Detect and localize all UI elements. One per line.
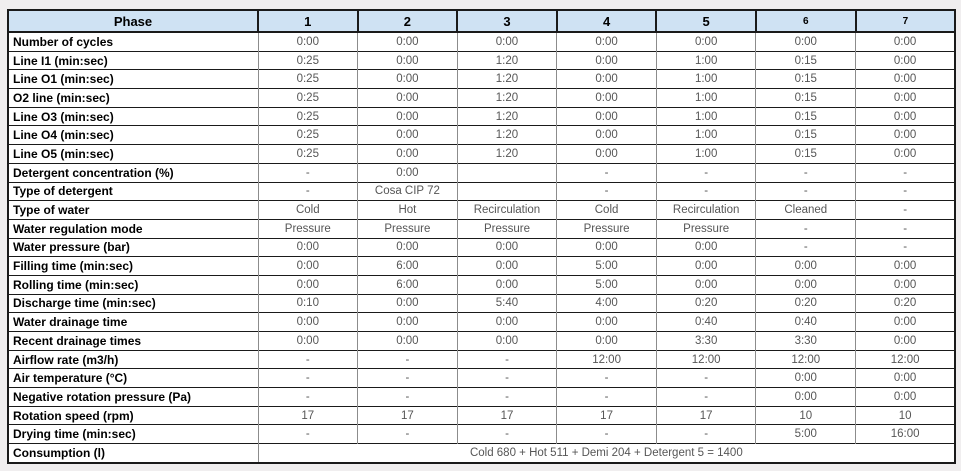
value-cell: 0:00 bbox=[358, 313, 458, 332]
value-cell bbox=[457, 182, 557, 201]
value-cell: - bbox=[856, 201, 956, 220]
consumption-row-label: Consumption (l) bbox=[8, 444, 258, 463]
row-label: Discharge time (min:sec) bbox=[8, 294, 258, 313]
value-cell: - bbox=[756, 238, 856, 257]
value-cell: 5:40 bbox=[457, 294, 557, 313]
value-cell: 0:00 bbox=[457, 275, 557, 294]
value-cell: - bbox=[457, 369, 557, 388]
value-cell: 0:00 bbox=[856, 332, 956, 351]
table-row bbox=[8, 107, 955, 126]
value-cell: 0:00 bbox=[258, 332, 358, 351]
value-cell: 0:00 bbox=[358, 163, 458, 182]
value-cell: 0:00 bbox=[557, 332, 657, 351]
table-row bbox=[8, 51, 955, 70]
value-cell: - bbox=[856, 182, 956, 201]
row-label: Negative rotation pressure (Pa) bbox=[8, 388, 258, 407]
value-cell: 1:00 bbox=[656, 89, 756, 108]
value-cell: 0:00 bbox=[856, 275, 956, 294]
table-row bbox=[8, 388, 955, 407]
value-cell: 0:00 bbox=[756, 32, 856, 51]
value-cell: 1:20 bbox=[457, 89, 557, 108]
value-cell: 0:00 bbox=[656, 275, 756, 294]
table-row bbox=[8, 32, 955, 51]
value-cell: 0:00 bbox=[457, 257, 557, 276]
table-row bbox=[8, 275, 955, 294]
value-cell: 4:00 bbox=[557, 294, 657, 313]
value-cell: 0:00 bbox=[457, 332, 557, 351]
value-cell: 5:00 bbox=[557, 275, 657, 294]
value-cell: - bbox=[358, 350, 458, 369]
value-cell: 0:00 bbox=[756, 275, 856, 294]
value-cell: 0:00 bbox=[856, 32, 956, 51]
value-cell: - bbox=[856, 219, 956, 238]
phase-header-cell: Phase bbox=[8, 10, 258, 32]
value-cell: 12:00 bbox=[557, 350, 657, 369]
table-row bbox=[8, 406, 955, 425]
value-cell: 0:00 bbox=[358, 145, 458, 164]
value-cell: - bbox=[358, 388, 458, 407]
value-cell: 3:30 bbox=[656, 332, 756, 351]
row-label: Air temperature (°C) bbox=[8, 369, 258, 388]
value-cell: 17 bbox=[656, 406, 756, 425]
value-cell: 0:00 bbox=[856, 257, 956, 276]
value-cell: 0:20 bbox=[656, 294, 756, 313]
value-cell: 0:40 bbox=[656, 313, 756, 332]
phase-table bbox=[7, 9, 956, 464]
value-cell: 17 bbox=[457, 406, 557, 425]
value-cell: 0:00 bbox=[656, 238, 756, 257]
value-cell: 1:20 bbox=[457, 51, 557, 70]
table-row bbox=[8, 126, 955, 145]
value-cell: 0:00 bbox=[856, 107, 956, 126]
row-label: Rolling time (min:sec) bbox=[8, 275, 258, 294]
value-cell: 0:00 bbox=[557, 51, 657, 70]
value-cell: 0:00 bbox=[358, 51, 458, 70]
row-label: Rotation speed (rpm) bbox=[8, 406, 258, 425]
value-cell: - bbox=[656, 388, 756, 407]
table-row bbox=[8, 332, 955, 351]
value-cell: 6:00 bbox=[358, 257, 458, 276]
value-cell: - bbox=[358, 369, 458, 388]
table-row bbox=[8, 89, 955, 108]
value-cell: 0:00 bbox=[358, 126, 458, 145]
value-cell: 0:00 bbox=[557, 145, 657, 164]
value-cell: 17 bbox=[557, 406, 657, 425]
value-cell: 0:00 bbox=[358, 332, 458, 351]
row-label: O2 line (min:sec) bbox=[8, 89, 258, 108]
value-cell: 0:00 bbox=[557, 313, 657, 332]
value-cell: 0:00 bbox=[258, 32, 358, 51]
value-cell: 0:15 bbox=[756, 107, 856, 126]
value-cell: - bbox=[656, 163, 756, 182]
value-cell: - bbox=[756, 182, 856, 201]
table-row bbox=[8, 238, 955, 257]
value-cell: 5:00 bbox=[557, 257, 657, 276]
value-cell: 0:00 bbox=[358, 70, 458, 89]
table-row bbox=[8, 70, 955, 89]
value-cell: - bbox=[656, 369, 756, 388]
row-label: Water pressure (bar) bbox=[8, 238, 258, 257]
value-cell: 0:15 bbox=[756, 89, 856, 108]
value-cell: - bbox=[258, 425, 358, 444]
phase-number-header: 3 bbox=[457, 10, 557, 32]
row-label: Water regulation mode bbox=[8, 219, 258, 238]
value-cell: 10 bbox=[856, 406, 956, 425]
value-cell: 0:25 bbox=[258, 145, 358, 164]
phase-number-header: 7 bbox=[856, 10, 956, 32]
value-cell: 0:00 bbox=[557, 32, 657, 51]
value-cell: Pressure bbox=[457, 219, 557, 238]
row-label: Line O3 (min:sec) bbox=[8, 107, 258, 126]
value-cell: 16:00 bbox=[856, 425, 956, 444]
value-cell: 0:00 bbox=[557, 126, 657, 145]
row-label: Detergent concentration (%) bbox=[8, 163, 258, 182]
value-cell: 0:15 bbox=[756, 51, 856, 70]
value-cell: 0:25 bbox=[258, 89, 358, 108]
value-cell: 0:00 bbox=[457, 32, 557, 51]
value-cell: Recirculation bbox=[656, 201, 756, 220]
value-cell: 17 bbox=[258, 406, 358, 425]
value-cell: 12:00 bbox=[756, 350, 856, 369]
table-row bbox=[8, 425, 955, 444]
table-row bbox=[8, 163, 955, 182]
value-cell: 1:20 bbox=[457, 126, 557, 145]
row-label: Filling time (min:sec) bbox=[8, 257, 258, 276]
phase-number-header: 2 bbox=[358, 10, 458, 32]
value-cell: - bbox=[258, 388, 358, 407]
value-cell: 1:20 bbox=[457, 70, 557, 89]
value-cell: - bbox=[258, 163, 358, 182]
header-row bbox=[8, 10, 955, 32]
value-cell: - bbox=[557, 369, 657, 388]
value-cell: 0:00 bbox=[258, 275, 358, 294]
row-label: Recent drainage times bbox=[8, 332, 258, 351]
value-cell: Pressure bbox=[656, 219, 756, 238]
value-cell: 12:00 bbox=[856, 350, 956, 369]
row-label: Line O5 (min:sec) bbox=[8, 145, 258, 164]
row-label: Airflow rate (m3/h) bbox=[8, 350, 258, 369]
value-cell: Cleaned bbox=[756, 201, 856, 220]
value-cell: Hot bbox=[358, 201, 458, 220]
value-cell: - bbox=[258, 369, 358, 388]
table-row bbox=[8, 369, 955, 388]
value-cell: - bbox=[457, 350, 557, 369]
value-cell: 0:00 bbox=[258, 238, 358, 257]
table-row bbox=[8, 201, 955, 220]
value-cell: 5:00 bbox=[756, 425, 856, 444]
value-cell bbox=[457, 163, 557, 182]
phase-number-header: 1 bbox=[258, 10, 358, 32]
value-cell: Pressure bbox=[358, 219, 458, 238]
value-cell: 0:00 bbox=[358, 294, 458, 313]
value-cell: 0:25 bbox=[258, 126, 358, 145]
table-row bbox=[8, 145, 955, 164]
table-row bbox=[8, 219, 955, 238]
value-cell: 0:20 bbox=[756, 294, 856, 313]
value-cell: 0:00 bbox=[358, 238, 458, 257]
row-label: Line I1 (min:sec) bbox=[8, 51, 258, 70]
value-cell: 0:00 bbox=[856, 89, 956, 108]
value-cell: 0:15 bbox=[756, 70, 856, 89]
value-cell: 0:00 bbox=[258, 257, 358, 276]
value-cell: 0:00 bbox=[457, 238, 557, 257]
value-cell: 1:00 bbox=[656, 70, 756, 89]
value-cell: 1:00 bbox=[656, 51, 756, 70]
value-cell: 0:00 bbox=[856, 70, 956, 89]
value-cell: 0:00 bbox=[856, 145, 956, 164]
table-row bbox=[8, 182, 955, 201]
value-cell: 0:25 bbox=[258, 70, 358, 89]
value-cell: 17 bbox=[358, 406, 458, 425]
value-cell: 1:00 bbox=[656, 126, 756, 145]
row-label: Line O1 (min:sec) bbox=[8, 70, 258, 89]
value-cell: - bbox=[258, 182, 358, 201]
table-row bbox=[8, 257, 955, 276]
value-cell: - bbox=[457, 425, 557, 444]
value-cell: - bbox=[557, 182, 657, 201]
value-cell: 0:00 bbox=[557, 238, 657, 257]
value-cell: - bbox=[457, 388, 557, 407]
table-row bbox=[8, 313, 955, 332]
phase-number-header: 4 bbox=[557, 10, 657, 32]
value-cell: Cosa CIP 72 bbox=[358, 182, 458, 201]
value-cell: - bbox=[656, 425, 756, 444]
value-cell: 0:00 bbox=[856, 369, 956, 388]
value-cell: 0:00 bbox=[457, 313, 557, 332]
phase-number-header: 6 bbox=[756, 10, 856, 32]
value-cell: 1:00 bbox=[656, 107, 756, 126]
value-cell: Pressure bbox=[258, 219, 358, 238]
value-cell: 12:00 bbox=[656, 350, 756, 369]
value-cell: 0:00 bbox=[557, 89, 657, 108]
row-label: Type of detergent bbox=[8, 182, 258, 201]
value-cell: 0:00 bbox=[756, 257, 856, 276]
phase-number-header: 5 bbox=[656, 10, 756, 32]
value-cell: 0:15 bbox=[756, 126, 856, 145]
value-cell: 1:00 bbox=[656, 145, 756, 164]
value-cell: 1:20 bbox=[457, 107, 557, 126]
value-cell: - bbox=[756, 219, 856, 238]
value-cell: 0:20 bbox=[856, 294, 956, 313]
value-cell: - bbox=[856, 163, 956, 182]
value-cell: 0:25 bbox=[258, 51, 358, 70]
value-cell: 1:20 bbox=[457, 145, 557, 164]
value-cell: 0:00 bbox=[656, 32, 756, 51]
value-cell: Pressure bbox=[557, 219, 657, 238]
table-body bbox=[8, 32, 955, 444]
value-cell: 6:00 bbox=[358, 275, 458, 294]
row-label: Type of water bbox=[8, 201, 258, 220]
value-cell: - bbox=[656, 182, 756, 201]
value-cell: 0:25 bbox=[258, 107, 358, 126]
value-cell: 0:40 bbox=[756, 313, 856, 332]
value-cell: 0:15 bbox=[756, 145, 856, 164]
value-cell: 0:00 bbox=[358, 107, 458, 126]
value-cell: 0:00 bbox=[856, 313, 956, 332]
value-cell: Cold bbox=[258, 201, 358, 220]
value-cell: 0:00 bbox=[358, 89, 458, 108]
value-cell: 0:00 bbox=[557, 107, 657, 126]
value-cell: 0:10 bbox=[258, 294, 358, 313]
value-cell: 10 bbox=[756, 406, 856, 425]
value-cell: Cold bbox=[557, 201, 657, 220]
table-row bbox=[8, 294, 955, 313]
consumption-row bbox=[8, 444, 955, 463]
value-cell: 0:00 bbox=[856, 51, 956, 70]
value-cell: 0:00 bbox=[856, 388, 956, 407]
value-cell: 0:00 bbox=[557, 70, 657, 89]
value-cell: - bbox=[756, 163, 856, 182]
value-cell: 0:00 bbox=[358, 32, 458, 51]
value-cell: - bbox=[358, 425, 458, 444]
value-cell: - bbox=[856, 238, 956, 257]
value-cell: - bbox=[557, 388, 657, 407]
value-cell: 0:00 bbox=[656, 257, 756, 276]
table-row bbox=[8, 350, 955, 369]
phase-table-container bbox=[7, 9, 956, 464]
value-cell: 0:00 bbox=[258, 313, 358, 332]
value-cell: Recirculation bbox=[457, 201, 557, 220]
value-cell: 3:30 bbox=[756, 332, 856, 351]
value-cell: 0:00 bbox=[756, 369, 856, 388]
row-label: Drying time (min:sec) bbox=[8, 425, 258, 444]
value-cell: 0:00 bbox=[756, 388, 856, 407]
consumption-value-cell: Cold 680 + Hot 511 + Demi 204 + Detergent 5 = 1400 bbox=[258, 444, 955, 463]
row-label: Water drainage time bbox=[8, 313, 258, 332]
row-label: Line O4 (min:sec) bbox=[8, 126, 258, 145]
row-label: Number of cycles bbox=[8, 32, 258, 51]
value-cell: - bbox=[258, 350, 358, 369]
value-cell: - bbox=[557, 425, 657, 444]
value-cell: 0:00 bbox=[856, 126, 956, 145]
value-cell: - bbox=[557, 163, 657, 182]
